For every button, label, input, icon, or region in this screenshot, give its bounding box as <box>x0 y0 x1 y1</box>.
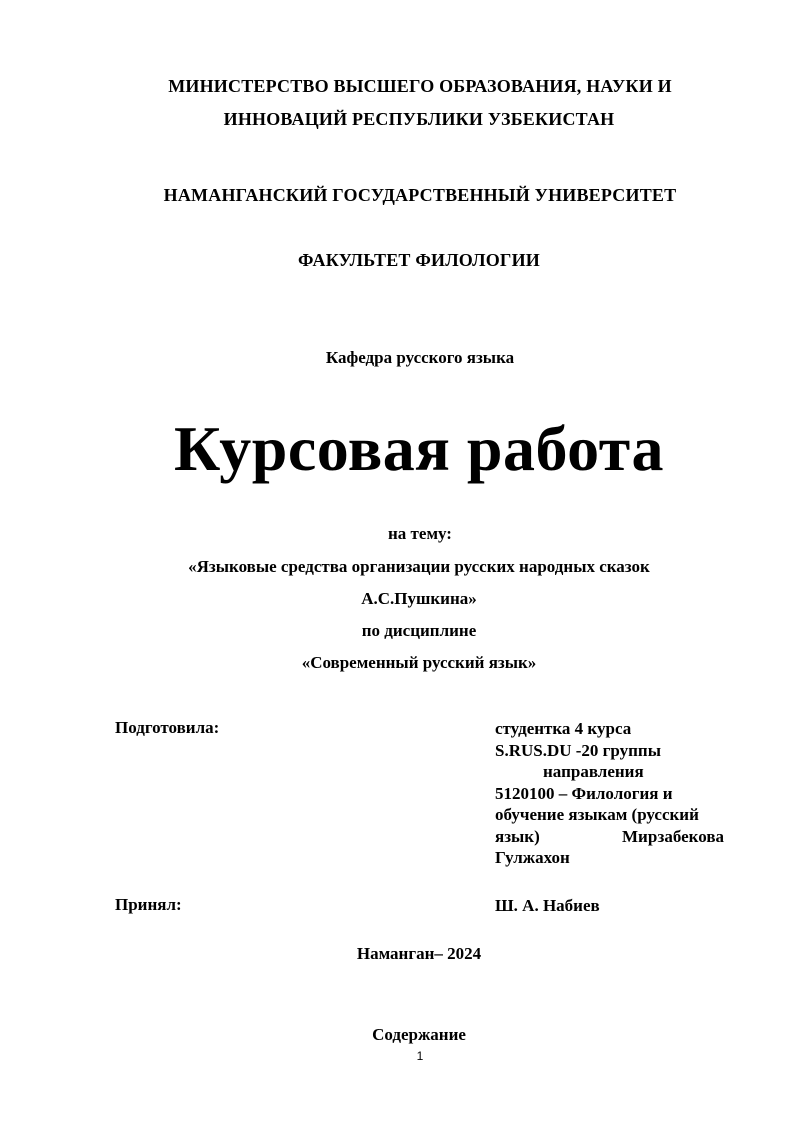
university-name: НАМАНГАНСКИЙ ГОСУДАРСТВЕННЫЙ УНИВЕРСИТЕТ <box>163 185 677 205</box>
prepared-line-7: Гулжахон <box>495 848 570 867</box>
prepared-line-5: обучение языкам (русский <box>495 805 699 824</box>
topic-intro: на тему: <box>388 524 452 543</box>
discipline-intro: по дисциплине <box>361 621 477 640</box>
accepted-name-text: Ш. А. Набиев <box>495 896 600 915</box>
prepared-label: Подготовила: <box>115 718 220 737</box>
prepared-line-4: 5120100 – Филология и <box>495 783 673 803</box>
prepared-line-6 <box>495 826 724 848</box>
accepted-name <box>495 895 724 917</box>
ministry-line-1: МИНИСТЕРСТВО ВЫСШЕГО ОБРАЗОВАНИЯ, НАУКИ И <box>168 76 672 96</box>
prepared-line-2: S.RUS.DU -20 группы <box>495 740 661 760</box>
prepared-line-6-b: Мирзабекова <box>622 826 724 846</box>
faculty-name: ФАКУЛЬТЕТ ФИЛОЛОГИИ <box>298 250 540 270</box>
prepared-line-6-a: язык) <box>495 826 540 846</box>
accepted-label: Принял: <box>115 895 182 914</box>
document-title: Курсовая работа <box>173 413 665 484</box>
prepared-details <box>495 718 724 869</box>
prepared-line-1: студентка 4 курса <box>495 719 632 738</box>
department-name: Кафедра русского языка <box>325 348 515 367</box>
page-number: 1 <box>416 1049 424 1063</box>
topic-line-1: «Языковые средства организации русских народных сказок <box>188 557 650 576</box>
topic-line-2: А.С.Пушкина» <box>361 589 477 608</box>
contents-heading: Содержание <box>372 1025 466 1044</box>
discipline-name: «Современный русский язык» <box>301 653 537 672</box>
city-year: Наманган– 2024 <box>356 944 482 963</box>
prepared-line-3: направления <box>543 762 644 781</box>
ministry-line-2: ИННОВАЦИЙ РЕСПУБЛИКИ УЗБЕКИСТАН <box>223 109 615 129</box>
